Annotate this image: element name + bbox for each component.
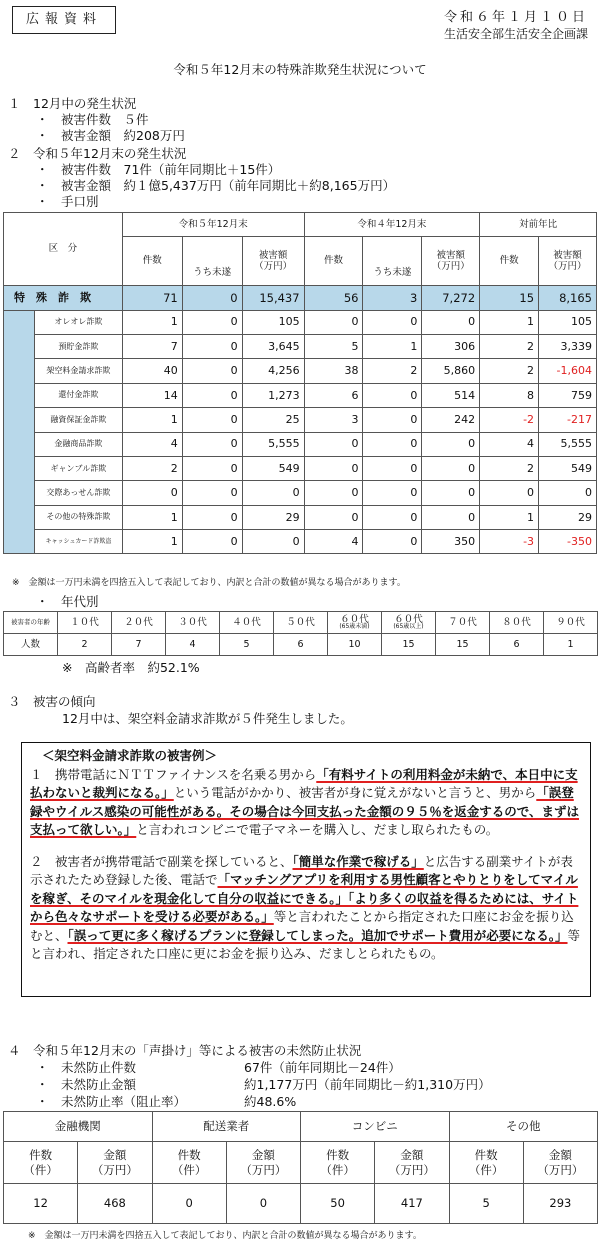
method-cell: 1 (480, 505, 539, 529)
method-name: ギャンブル詐欺 (34, 456, 122, 480)
age-count: 5 (220, 634, 274, 656)
header-category: 区 分 (4, 213, 123, 286)
department: 生活安全部生活安全企画課 (443, 27, 588, 41)
s2-item-count: ・ 被害件数 71件（前年同期比＋15件） (36, 162, 281, 177)
method-cell: 38 (304, 359, 363, 383)
method-name: 融資保証金詐欺 (34, 408, 122, 432)
method-row (4, 408, 597, 432)
method-cell: 0 (304, 481, 363, 505)
method-cell: 0 (182, 359, 242, 383)
method-cell: 0 (304, 432, 363, 456)
method-cell: 1 (122, 408, 182, 432)
s4-item-amount-value: 約1,177万円（前年同期比－約1,310万円） (244, 1077, 491, 1092)
method-cell: 1 (122, 310, 182, 334)
method-cell: 2 (480, 334, 539, 358)
method-cell: 0 (363, 408, 422, 432)
method-cell: 7 (122, 334, 182, 358)
box-title: ＜架空料金請求詐欺の被害例＞ (42, 748, 218, 763)
method-row (4, 481, 597, 505)
method-cell: 8,165 (539, 286, 597, 310)
method-cell: 2 (480, 456, 539, 480)
method-cell: -1,604 (539, 359, 597, 383)
prevention-header: 金額 （万円） (226, 1142, 300, 1184)
method-name: キャッシュカード詐欺盗 (34, 530, 122, 554)
method-cell: 4 (122, 432, 182, 456)
prevention-header: 件数 （件） (449, 1142, 523, 1184)
method-row (4, 286, 597, 310)
group-bank: 金融機関 (4, 1112, 153, 1142)
method-cell: 1,273 (242, 383, 304, 407)
section-2-heading: ２ 令和５年12月末の発生状況 (8, 146, 187, 161)
s1-item-count: ・ 被害件数 ５件 (36, 112, 149, 127)
method-cell: 1 (122, 530, 182, 554)
method-name: 交際あっせん詐欺 (34, 481, 122, 505)
age-count: 15 (436, 634, 490, 656)
age-header-label: 被害者の年齢 (4, 612, 58, 634)
method-cell: 0 (363, 505, 422, 529)
method-cell: 0 (182, 286, 242, 310)
method-indent (4, 456, 35, 480)
document-title: 令和５年12月末の特殊詐欺発生状況について (173, 62, 427, 77)
method-cell: 7,272 (422, 286, 480, 310)
method-row (4, 432, 597, 456)
age-group-header: ６０代 (65歳未満) (328, 612, 382, 634)
method-cell: 0 (182, 456, 242, 480)
prevention-header: 件数 （件） (301, 1142, 375, 1184)
method-cell: 549 (539, 456, 597, 480)
method-cell: 5,555 (242, 432, 304, 456)
age-table (3, 611, 598, 656)
age-row-label: 人数 (4, 634, 58, 656)
section-1-heading: １ 12月中の発生状況 (8, 96, 137, 111)
method-name: 架空料金請求詐欺 (34, 359, 122, 383)
header-count: 件数 (480, 237, 539, 286)
method-cell: 2 (363, 359, 422, 383)
s4-item-rate-value: 約48.6% (244, 1094, 297, 1109)
method-cell: 5,555 (539, 432, 597, 456)
age-heading: ・ 年代別 (36, 594, 99, 609)
method-cell: 0 (182, 530, 242, 554)
age-group-header: ６０代 (65歳以上) (382, 612, 436, 634)
method-cell: 514 (422, 383, 480, 407)
method-cell: 0 (304, 456, 363, 480)
method-cell: 2 (122, 456, 182, 480)
age-count: 10 (328, 634, 382, 656)
method-cell: 3,645 (242, 334, 304, 358)
method-cell: 0 (363, 310, 422, 334)
method-name: 還付金詐欺 (34, 383, 122, 407)
elderly-rate: ※ 高齢者率 約52.1% (62, 660, 200, 675)
group-convenience: コンビニ (301, 1112, 450, 1142)
method-row (4, 310, 597, 334)
prevention-value: 12 (4, 1184, 78, 1224)
prevention-value: 293 (523, 1184, 597, 1224)
method-cell: 29 (539, 505, 597, 529)
prevention-header: 金額 （万円） (375, 1142, 449, 1184)
method-cell: 306 (422, 334, 480, 358)
method-cell: 0 (182, 310, 242, 334)
method-cell: 0 (422, 505, 480, 529)
method-row (4, 505, 597, 529)
header-r5: 令和５年12月末 (122, 213, 304, 237)
method-cell: 2 (480, 359, 539, 383)
method-name: 金融商品詐欺 (34, 432, 122, 456)
age-count: 4 (166, 634, 220, 656)
method-cell: 105 (242, 310, 304, 334)
method-cell: 0 (182, 432, 242, 456)
issue-date: 令和６年１月１０日 (443, 10, 588, 25)
method-row (4, 359, 597, 383)
prevention-value: 50 (301, 1184, 375, 1224)
method-cell: 0 (242, 530, 304, 554)
method-table (3, 212, 597, 554)
method-indent (4, 359, 35, 383)
method-name: 特 殊 詐 欺 (4, 286, 123, 310)
method-cell: 1 (363, 334, 422, 358)
age-count: 6 (490, 634, 544, 656)
method-cell: 350 (422, 530, 480, 554)
method-cell: 56 (304, 286, 363, 310)
age-count: 2 (58, 634, 112, 656)
method-indent (4, 334, 35, 358)
prevention-value: 0 (226, 1184, 300, 1224)
press-release-label: 広報資料 (12, 6, 116, 34)
s4-item-count-value: 67件（前年同期比－24件） (244, 1060, 401, 1075)
section-3-summary: 12月中は、架空料金請求詐欺が５件発生しました。 (62, 711, 353, 726)
method-cell: 0 (422, 481, 480, 505)
method-cell: 759 (539, 383, 597, 407)
method-cell: 15 (480, 286, 539, 310)
prevention-value: 5 (449, 1184, 523, 1224)
age-group-header: ５０代 (274, 612, 328, 634)
age-group-header: １０代 (58, 612, 112, 634)
prevention-header: 件数 （件） (152, 1142, 226, 1184)
method-cell: 1 (122, 505, 182, 529)
case-1: １ 携帯電話にＮＴＴファイナンスを名乗る男から「有料サイトの利用料金が未納で、本日中に支払わないと裁判になる。」という電話がかかり、被害者が身に覚えがないと言うと、男から「誤登録やウイルス感染の可能性がある。その場合は今回支払った金額の９５％を返金するので、まずは支払って欲しい。」と言われコンビニで電子マネーを購入し、だまし取られたもの。 (30, 766, 580, 837)
method-cell: 4 (480, 432, 539, 456)
method-cell: 0 (242, 481, 304, 505)
method-cell: 5 (304, 334, 363, 358)
method-cell: 549 (242, 456, 304, 480)
prevention-value: 0 (152, 1184, 226, 1224)
prevention-value: 417 (375, 1184, 449, 1224)
method-cell: 0 (182, 383, 242, 407)
method-cell: -3 (480, 530, 539, 554)
header-amount: 被害額 （万円） (422, 237, 480, 286)
method-name: オレオレ詐欺 (34, 310, 122, 334)
method-name: 預貯金詐欺 (34, 334, 122, 358)
header-amount: 被害額 （万円） (242, 237, 304, 286)
method-cell: 0 (363, 456, 422, 480)
method-indent (4, 310, 35, 334)
age-group-header: ３０代 (166, 612, 220, 634)
s4-item-count-label: ・ 未然防止件数 (36, 1060, 137, 1075)
method-cell: 0 (304, 505, 363, 529)
header-attempt: うち未遂 (182, 261, 242, 285)
method-cell: 0 (122, 481, 182, 505)
method-row (4, 383, 597, 407)
method-cell: 25 (242, 408, 304, 432)
note-rounding-bottom: ※ 金額は一万円未満を四捨五入して表記しており、内訳と合計の数値が異なる場合があります。 (28, 1231, 422, 1241)
method-cell: 0 (182, 505, 242, 529)
method-indent (4, 530, 35, 554)
prevention-header: 金額 （万円） (78, 1142, 152, 1184)
age-count: 7 (112, 634, 166, 656)
method-cell: 14 (122, 383, 182, 407)
method-cell: -350 (539, 530, 597, 554)
prevention-header: 金額 （万円） (523, 1142, 597, 1184)
header-count: 件数 (304, 237, 363, 286)
group-delivery: 配送業者 (152, 1112, 301, 1142)
age-group-header: ８０代 (490, 612, 544, 634)
age-group-header: ９０代 (544, 612, 598, 634)
method-cell: 0 (182, 334, 242, 358)
method-cell: 0 (182, 481, 242, 505)
age-group-header: ７０代 (436, 612, 490, 634)
method-indent (4, 432, 35, 456)
method-cell: 242 (422, 408, 480, 432)
s4-item-rate-label: ・ 未然防止率（阻止率） (36, 1094, 187, 1109)
method-cell: 0 (422, 310, 480, 334)
group-other: その他 (449, 1112, 598, 1142)
s1-item-amount: ・ 被害金額 約208万円 (36, 128, 185, 143)
age-group-header: ４０代 (220, 612, 274, 634)
method-cell: 3 (304, 408, 363, 432)
method-indent (4, 481, 35, 505)
s4-item-amount-label: ・ 未然防止金額 (36, 1077, 137, 1092)
method-cell: 0 (422, 432, 480, 456)
method-row (4, 530, 597, 554)
method-cell: 4,256 (242, 359, 304, 383)
method-cell: 0 (182, 408, 242, 432)
method-cell: 5,860 (422, 359, 480, 383)
method-cell: 0 (363, 383, 422, 407)
method-cell: 6 (304, 383, 363, 407)
note-rounding: ※ 金額は一万円未満を四捨五入して表記しており、内訳と合計の数値が異なる場合があります。 (12, 578, 406, 588)
method-cell: 0 (363, 481, 422, 505)
method-name: その他の特殊詐欺 (34, 505, 122, 529)
method-cell: 3 (363, 286, 422, 310)
method-cell: 0 (304, 310, 363, 334)
s2-item-amount: ・ 被害金額 約１億5,437万円（前年同期比＋約8,165万円） (36, 178, 396, 193)
case-examples-box (21, 742, 591, 997)
section-4-heading: ４ 令和５年12月末の「声掛け」等による被害の未然防止状況 (8, 1043, 362, 1058)
method-cell: 0 (539, 481, 597, 505)
method-cell: 0 (480, 481, 539, 505)
method-cell: 71 (122, 286, 182, 310)
header-count: 件数 (122, 237, 182, 286)
method-cell: 0 (422, 456, 480, 480)
header-diff: 対前年比 (480, 213, 597, 237)
method-indent (4, 408, 35, 432)
method-cell: 3,339 (539, 334, 597, 358)
method-cell: 15,437 (242, 286, 304, 310)
age-count: 1 (544, 634, 598, 656)
method-indent (4, 505, 35, 529)
method-cell: 105 (539, 310, 597, 334)
method-cell: 40 (122, 359, 182, 383)
method-row (4, 456, 597, 480)
method-cell: 1 (480, 310, 539, 334)
method-cell: 0 (363, 432, 422, 456)
method-cell: 29 (242, 505, 304, 529)
header-r4: 令和４年12月末 (304, 213, 480, 237)
method-indent (4, 383, 35, 407)
case-2: ２ 被害者が携帯電話で副業を探していると、「簡単な作業で稼げる」と広告する副業サイトが表示されたため登録した後、電話で「マッチングアプリを利用する男性顧客とやりとりをしてマイルを稼ぎ、そのマイルを現金化して自分の収益にできる。」「より多くの収益を得るためには、サイトから色々なサポートを受ける必要がある。」等と言われたことから指定された口座にお金を振り込むと、「誤って更に多く稼げるプランに登録してしまった。追加でサポート費用が必要になる。」等と言われ、指定された口座に更にお金を振り込み、だましとられたもの。 (30, 853, 581, 961)
method-cell: -217 (539, 408, 597, 432)
age-group-header: ２０代 (112, 612, 166, 634)
prevention-table (3, 1111, 598, 1224)
method-cell: 8 (480, 383, 539, 407)
method-row (4, 334, 597, 358)
section-3-heading: ３ 被害の傾向 (8, 694, 96, 709)
method-cell: 4 (304, 530, 363, 554)
header-amount: 被害額 （万円） (539, 237, 597, 286)
age-count: 15 (382, 634, 436, 656)
s2-item-method: ・ 手口別 (36, 194, 99, 209)
age-count: 6 (274, 634, 328, 656)
prevention-header: 件数 （件） (4, 1142, 78, 1184)
header-attempt: うち未遂 (363, 261, 422, 285)
prevention-value: 468 (78, 1184, 152, 1224)
method-cell: -2 (480, 408, 539, 432)
method-cell: 0 (363, 530, 422, 554)
